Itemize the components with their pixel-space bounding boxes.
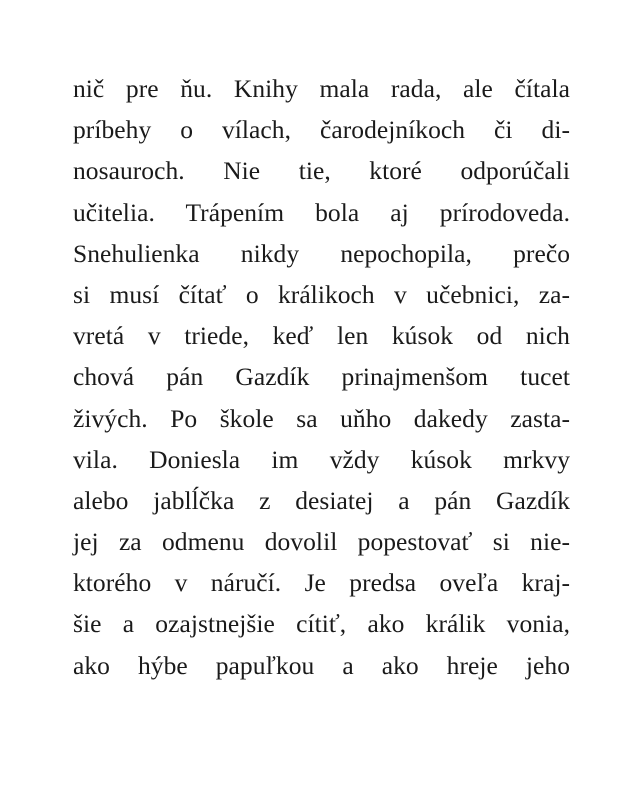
text-line: si musí čítať o králikoch v učebnici, za- xyxy=(73,279,570,309)
text-line: Snehulienka nikdy nepochopila, prečo xyxy=(73,238,570,268)
text-line: vretá v triede, keď len kúsok od nich xyxy=(73,321,570,351)
text-line: nosauroch. Nie tie, ktoré odporúčali xyxy=(73,156,570,186)
text-line: chová pán Gazdík prinajmenšom tucet xyxy=(73,362,570,392)
book-page-text xyxy=(73,68,570,686)
text-line: ako hýbe papuľkou a ako hreje jeho xyxy=(73,650,570,680)
text-line: šie a ozajstnejšie cítiť, ako králik vonia, xyxy=(73,609,570,639)
text-line: príbehy o vílach, čarodejníkoch či di- xyxy=(73,115,570,145)
text-line: učitelia. Trápením bola aj prírodoveda. xyxy=(73,197,570,227)
text-line: jej za odmenu dovolil popestovať si nie- xyxy=(73,527,570,557)
text-line: ktorého v náručí. Je predsa oveľa kraj- xyxy=(73,568,570,598)
text-line: vila. Doniesla im vždy kúsok mrkvy xyxy=(73,444,570,474)
text-line: nič pre ňu. Knihy mala rada, ale čítala xyxy=(73,74,570,103)
text-line: živých. Po škole sa uňho dakedy zasta- xyxy=(73,403,570,433)
text-line: alebo jablĺčka z desiatej a pán Gazdík xyxy=(73,485,570,515)
